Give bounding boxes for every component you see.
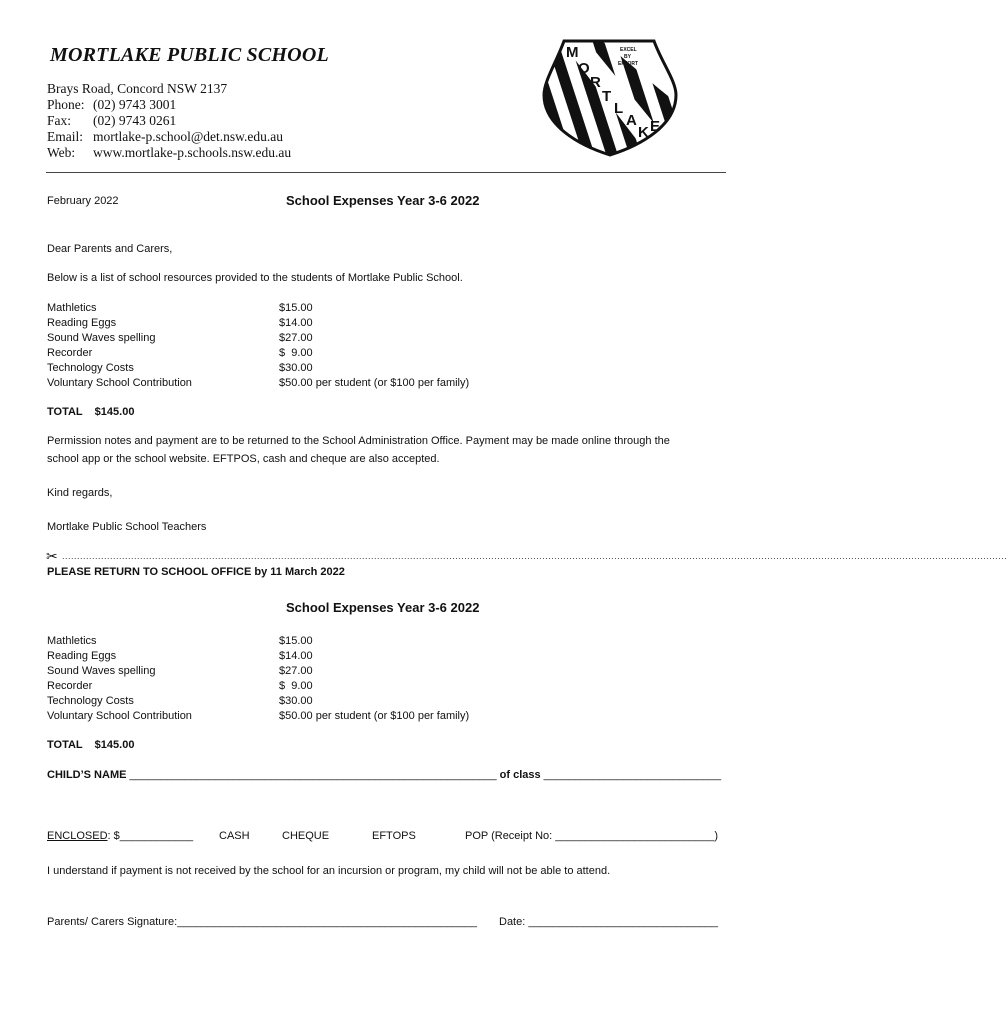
child-name-field[interactable]: ____________________________________________________________ [129,769,497,781]
class-label: of class [499,769,541,781]
school-crest-logo [542,33,678,157]
contact-email-label: Email: [47,129,83,144]
item-name: Reading Eggs [47,317,117,329]
item-price: $27.00 [279,665,313,677]
crest-letter-t: T [602,88,612,105]
item-price: $14.00 [279,650,313,662]
contact-web-label: Web: [47,145,76,160]
item-name: Voluntary School Contribution [47,377,192,389]
contact-web [47,145,291,161]
crest-motto-2: BY [624,54,631,60]
item-price: $ 9.00 [279,347,313,359]
item-price: $27.00 [279,332,313,344]
list-item [47,376,547,391]
payment-option-cash[interactable]: CASH [219,830,250,842]
contact-phone [47,97,176,113]
item-price: $50.00 per student (or $100 per family) [279,377,470,389]
item-price: $30.00 [279,362,313,374]
permission-line-2: school app or the school website. EFTPOS, cash and cheque are also accepted. [47,453,440,465]
crest-letter-e: E [650,118,661,135]
list-item [47,331,547,346]
crest-motto-3: EFFORT [618,61,638,67]
child-name-label: CHILD’S NAME [47,769,127,781]
list-item [47,664,547,679]
crest-letter-m: M [566,44,579,61]
crest-letter-r: R [590,74,601,91]
payment-understanding: I understand if payment is not received by the school for an incursion or program, my child will not be able to attend. [47,865,611,877]
item-price: $50.00 per student (or $100 per family) [279,710,470,722]
date-field[interactable]: Date: _______________________________ [499,916,718,928]
list-item [47,316,547,331]
header-divider [46,172,726,173]
item-name: Technology Costs [47,695,134,707]
signature-field[interactable]: Parents/ Carers Signature:_________________________________________________ [47,916,477,928]
slip-expense-list [47,634,547,724]
contact-phone-value: (02) 9743 3001 [93,97,177,112]
return-notice: PLEASE RETURN TO SCHOOL OFFICE by 11 March 2022 [47,566,345,578]
item-name: Recorder [47,347,93,359]
crest-letter-o: O [578,60,590,77]
child-name-row [47,768,737,783]
list-item [47,361,547,376]
crest-motto-1: EXCEL [620,47,637,53]
cut-line: ........................................................................................................................................................................................................................................................................................................................... [62,551,1007,561]
list-item [47,301,547,316]
crest-letter-a: A [626,112,637,129]
item-name: Sound Waves spelling [47,665,156,677]
contact-email [47,129,283,145]
list-item [47,679,547,694]
contact-fax-value: (02) 9743 0261 [93,113,177,128]
item-price: $14.00 [279,317,313,329]
school-address: Brays Road, Concord NSW 2137 [47,81,228,96]
school-name: MORTLAKE PUBLIC SCHOOL [50,44,329,66]
pop-receipt-field[interactable]: POP (Receipt No: __________________________) [465,830,718,842]
item-name: Voluntary School Contribution [47,710,192,722]
letter-total: TOTAL $145.00 [47,406,135,418]
list-item [47,709,547,724]
contact-phone-label: Phone: [47,97,85,112]
permission-line-1: Permission notes and payment are to be returned to the School Administration Office. Payment may be made online through the [47,435,670,447]
enclosed-label: ENCLOSED [47,830,108,842]
list-item [47,634,547,649]
list-item [47,346,547,361]
item-name: Sound Waves spelling [47,332,156,344]
scissors-icon: ✂ [46,548,58,564]
item-name: Mathletics [47,302,97,314]
item-price: $ 9.00 [279,680,313,692]
letter-date: February 2022 [47,195,119,207]
item-price: $15.00 [279,635,313,647]
contact-fax [47,113,176,129]
letter-closing: Kind regards, [47,487,113,499]
expense-list [47,301,547,391]
item-name: Recorder [47,680,93,692]
contact-fax-label: Fax: [47,113,72,128]
list-item [47,694,547,709]
letter-intro: Below is a list of school resources provided to the students of Mortlake Public School. [47,272,463,284]
slip-title: School Expenses Year 3-6 2022 [286,600,480,615]
item-name: Reading Eggs [47,650,117,662]
enclosed-amount-field[interactable]: : $____________ [107,830,194,842]
contact-web-value: www.mortlake-p.schools.nsw.edu.au [93,145,292,160]
list-item [47,649,547,664]
item-price: $30.00 [279,695,313,707]
crest-letter-k: K [638,124,649,141]
slip-total: TOTAL $145.00 [47,739,135,751]
letter-title: School Expenses Year 3-6 2022 [286,193,480,208]
crest-letter-l: L [614,100,624,117]
class-field[interactable]: _____________________________ [543,769,722,781]
item-price: $15.00 [279,302,313,314]
letter-greeting: Dear Parents and Carers, [47,243,173,255]
payment-option-eftpos[interactable]: EFTOPS [372,830,416,842]
enclosed-row [47,829,193,844]
payment-option-cheque[interactable]: CHEQUE [282,830,330,842]
item-name: Mathletics [47,635,97,647]
contact-email-value: mortlake-p.school@det.nsw.edu.au [93,129,284,144]
letter-signoff: Mortlake Public School Teachers [47,521,207,533]
item-name: Technology Costs [47,362,134,374]
